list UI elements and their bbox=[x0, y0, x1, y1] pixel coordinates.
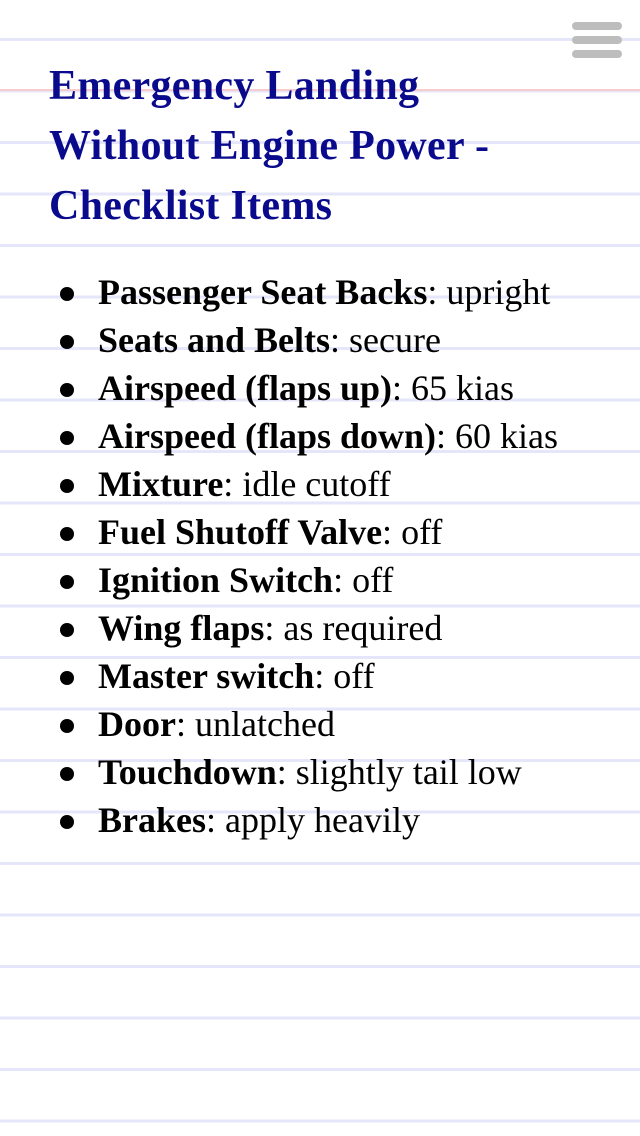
bullet-icon bbox=[60, 383, 74, 397]
checklist-item-name: Brakes bbox=[98, 800, 206, 840]
checklist-item-name: Ignition Switch bbox=[98, 560, 334, 600]
bullet-icon bbox=[60, 623, 74, 637]
checklist-item-value: slightly tail low bbox=[295, 752, 522, 792]
menu-button[interactable] bbox=[572, 22, 622, 66]
checklist-item-value: upright bbox=[446, 272, 551, 312]
checklist-item: Fuel Shutoff Valve: off bbox=[58, 508, 578, 556]
checklist-item: Master switch: off bbox=[58, 652, 578, 700]
checklist-item-value: secure bbox=[349, 320, 441, 360]
checklist-item-value: unlatched bbox=[195, 704, 335, 744]
bullet-icon bbox=[60, 335, 74, 349]
checklist-item: Ignition Switch: off bbox=[58, 556, 578, 604]
checklist-item-value: as required bbox=[283, 608, 443, 648]
checklist-item: Airspeed (flaps down): 60 kias bbox=[58, 412, 578, 460]
checklist-item-value: off bbox=[333, 656, 375, 696]
checklist-item-value: 65 kias bbox=[411, 368, 515, 408]
checklist-item-name: Mixture bbox=[98, 464, 224, 504]
bullet-icon bbox=[60, 431, 74, 445]
bullet-icon bbox=[60, 575, 74, 589]
checklist-item: Wing flaps: as required bbox=[58, 604, 578, 652]
checklist-item-value: off bbox=[352, 560, 394, 600]
checklist-item-name: Touchdown bbox=[98, 752, 277, 792]
bullet-icon bbox=[60, 287, 74, 301]
checklist-item: Door: unlatched bbox=[58, 700, 578, 748]
checklist bbox=[58, 268, 578, 844]
bullet-icon bbox=[60, 767, 74, 781]
checklist-item-value: idle cutoff bbox=[242, 464, 391, 504]
bullet-icon bbox=[60, 479, 74, 493]
bullet-icon bbox=[60, 671, 74, 685]
checklist-item-name: Airspeed (flaps up) bbox=[98, 368, 393, 408]
checklist-item-value: 60 kias bbox=[455, 416, 559, 456]
checklist-item-name: Master switch bbox=[98, 656, 315, 696]
bullet-icon bbox=[60, 527, 74, 541]
checklist-item-name: Airspeed (flaps down) bbox=[98, 416, 437, 456]
bullet-icon bbox=[60, 719, 74, 733]
checklist-item-value: off bbox=[401, 512, 443, 552]
checklist-item-name: Passenger Seat Backs bbox=[98, 272, 428, 312]
checklist-item-name: Seats and Belts bbox=[98, 320, 331, 360]
bullet-icon bbox=[60, 815, 74, 829]
checklist-item: Mixture: idle cutoff bbox=[58, 460, 578, 508]
checklist-item: Touchdown: slightly tail low bbox=[58, 748, 578, 796]
checklist-item-name: Fuel Shutoff Valve bbox=[98, 512, 383, 552]
page-title: Emergency Landing Without Engine Power - Checklist Items bbox=[49, 63, 490, 229]
checklist-item-value: apply heavily bbox=[225, 800, 420, 840]
checklist-item-name: Wing flaps bbox=[98, 608, 265, 648]
checklist-item: Seats and Belts: secure bbox=[58, 316, 578, 364]
checklist-item: Brakes: apply heavily bbox=[58, 796, 578, 844]
checklist-item: Passenger Seat Backs: upright bbox=[58, 268, 578, 316]
checklist-item: Airspeed (flaps up): 65 kias bbox=[58, 364, 578, 412]
hamburger-menu-icon bbox=[572, 22, 622, 58]
checklist-item-name: Door bbox=[98, 704, 176, 744]
